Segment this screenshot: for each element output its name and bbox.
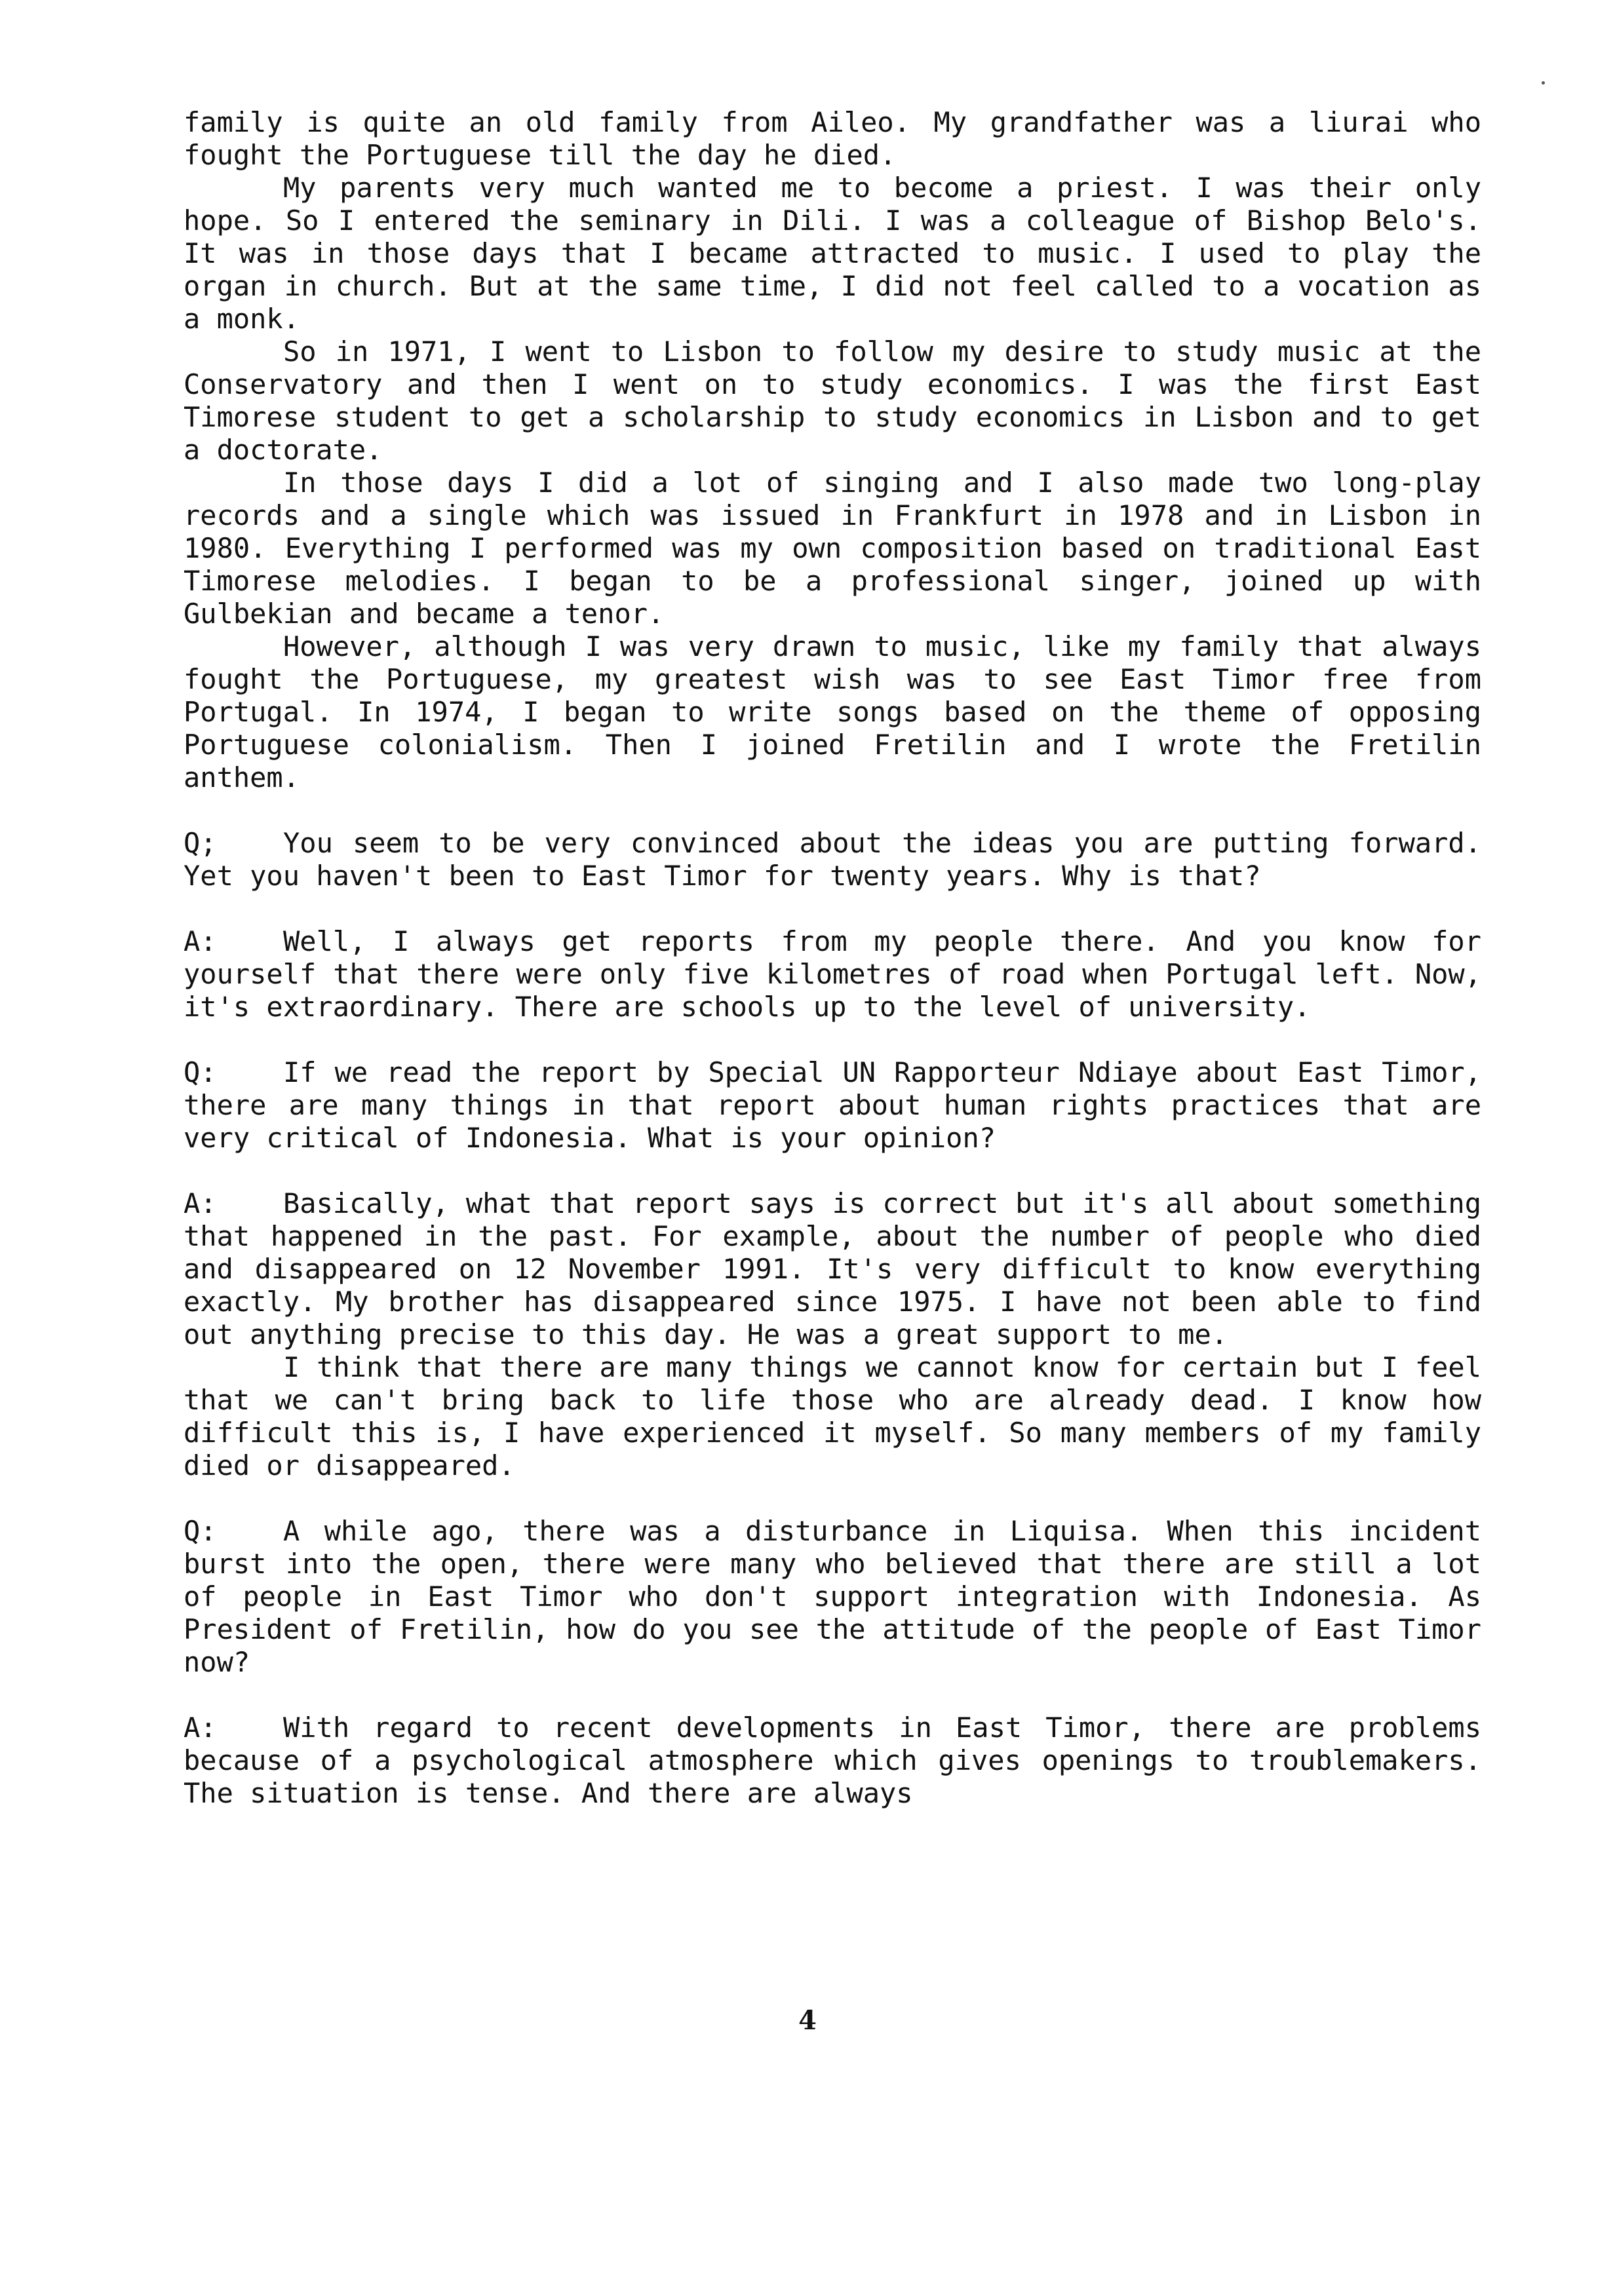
- spacer: [184, 1155, 1481, 1187]
- qa-label: Q;: [184, 827, 217, 859]
- qa-text: If we read the report by Special UN Rapporteur Ndiaye about East Timor, there are many things in that report about human rights practices that are very critical of Indonesia. What is your opinion?: [184, 1056, 1481, 1154]
- qa-question: [184, 1056, 1481, 1155]
- qa-answer-continuation: I think that there are many things we cannot know for certain but I feel that we can't bring back to life those who are already dead. I know how difficult this is, I have experienced it myself. So many members of my family died or disappeared.: [184, 1351, 1481, 1482]
- page-number: 4: [798, 2005, 817, 2036]
- intro-paragraph-continuation: family is quite an old family from Aileo. My grandfather was a liurai who fought the Portuguese till the day he died.: [184, 106, 1481, 171]
- spacer: [184, 892, 1481, 925]
- qa-answer: [184, 1712, 1481, 1810]
- intro-paragraph-singing: In those days I did a lot of singing and I also made two long-play records and a single which was issued in Frankfurt in 1978 and in Lisbon in 1980. Everything I performed was my own composition based on traditional East Timorese melodies. I began to be a professional singer, joined up with Gulbekian and became a tenor.: [184, 467, 1481, 630]
- intro-paragraph-fretilin: However, although I was very drawn to music, like my family that always fought the Portuguese, my greatest wish was to see East Timor free from Portugal. In 1974, I began to write songs based on the theme of opposing Portuguese colonialism. Then I joined Fretilin and I wrote the Fretilin anthem.: [184, 630, 1481, 794]
- qa-label: A:: [184, 1187, 217, 1219]
- qa-text: A while ago, there was a disturbance in Liquisa. When this incident burst into the open, there were many who believed that there are still a lot of people in East Timor who don't support integration with Indonesia. As President of Fretilin, how do you see the attitude of the people of East Timor now?: [184, 1515, 1481, 1678]
- intro-paragraph-priest: My parents very much wanted me to become a priest. I was their only hope. So I entered the seminary in Dili. I was a colleague of Bishop Belo's. It was in those days that I became attracted to music. I used to play the organ in church. But at the same time, I did not feel called to a vocation as a monk.: [184, 172, 1481, 335]
- body-text: [184, 106, 1481, 1810]
- qa-text: Well, I always get reports from my people there. And you know for yourself that there were only five kilometres of road when Portugal left. Now, it's extraordinary. There are schools up to the level of university.: [184, 925, 1481, 1023]
- qa-answer: [184, 1187, 1481, 1351]
- qa-text: With regard to recent developments in East Timor, there are problems because of a psychological atmosphere which gives openings to troublemakers. The situation is tense. And there are always: [184, 1712, 1481, 1809]
- qa-text: Basically, what that report says is correct but it's all about something that happened in the past. For example, about the number of people who died and disappeared on 12 November 1991. It's very difficult to know everything exactly. My brother has disappeared since 1975. I have not been able to find out anything precise to this day. He was a great support to me.: [184, 1187, 1481, 1350]
- spacer: [184, 1482, 1481, 1515]
- qa-label: Q:: [184, 1515, 217, 1547]
- intro-paragraph-lisbon: So in 1971, I went to Lisbon to follow my desire to study music at the Conservatory and then I went on to study economics. I was the first East Timorese student to get a scholarship to study economics in Lisbon and to get a doctorate.: [184, 335, 1481, 466]
- qa-text: You seem to be very convinced about the ideas you are putting forward. Yet you haven't been to East Timor for twenty years. Why is that?: [184, 827, 1481, 892]
- qa-label: A:: [184, 925, 217, 957]
- qa-label: Q:: [184, 1056, 217, 1088]
- qa-question: [184, 1515, 1481, 1679]
- spacer: [184, 1679, 1481, 1712]
- spacer: [184, 794, 1481, 827]
- qa-question: [184, 827, 1481, 892]
- qa-answer: [184, 925, 1481, 1024]
- spacer: [184, 1024, 1481, 1056]
- scan-speck: [1542, 81, 1545, 85]
- qa-label: A:: [184, 1712, 217, 1744]
